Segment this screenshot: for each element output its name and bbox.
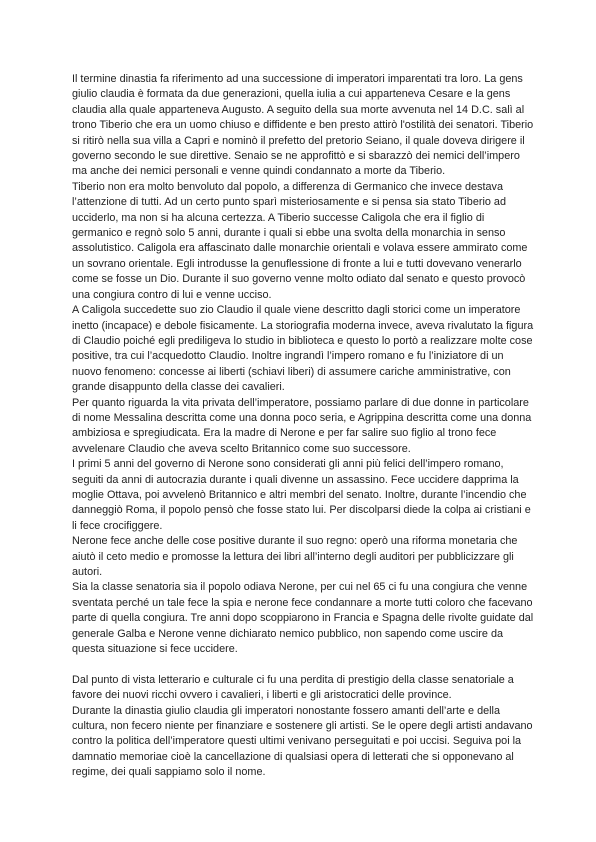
paragraph-dinastia-tiberio: Il termine dinastia fa riferimento ad una successione di imperatori imparentati tra loro. La gens giulio claudia è formata da due generazioni, quella iulia a cui apparteneva Cesare e la gens claudia alla quale apparteneva Augusto. A seguito della sua morte avvenuta nel 14 D.C. salì al trono Tiberio che era un uomo chiuso e diffidente e ben presto attirò l'ostilità dei senatori. Tiberio si ritirò nella sua villa a Capri e nominò il prefetto del pretorio Seiano, il quale doveva dirigere il governo secondo le sue direttive. Senaio se ne approfittò e si sbarazzò dei nemici dell’impero ma anche dei nemici personali e venne quindi condannato a morte da Tiberio. xyxy=(72,73,534,178)
paragraph-vita-privata: Per quanto riguarda la vita privata dell’imperatore, possiamo parlare di due donne in particolare di nome Messalina descritta come una donna poco seria, e Agrippina descritta come una donna ambiziosa e spregiudicata. Era la madre di Nerone e per far salire suo figlio al trono fece avvelenare Claudio che aveva scelto Britannico come suo successore. xyxy=(72,396,532,455)
paragraph-caligola: Tiberio non era molto benvoluto dal popolo, a differenza di Germanico che invece destava l’attenzione di tutti. Ad un certo punto sparì misteriosamente e si pensa sia stato Tiberio ad ucciderlo, ma non si ha alcuna certezza. A Tiberio successe Caligola che era il figlio di germanico e regnò solo 5 anni, durante i quali si ebbe una svolta della monarchia in senso assolutistico. Caligola era affascinato dalle monarchie orientali e volava essere ammirato come un sovrano orientale. Egli introdusse la genuflessione di fronte a lui e tutti dovevano venerarlo come se fosse un Dio. Durante il suo governo venne molto odiato dal senato e questo provocò una congiura contro di lui e venne ucciso. xyxy=(72,180,528,301)
paragraph-claudio: A Caligola succedette suo zio Claudio il quale viene descritto dagli storici come un imperatore inetto (incapace) e debole fisicamente. La storiografia moderna invece, aveva rivalutato la figura di Claudio poiché egli prediligeva lo studio in biblioteca e questo lo portò a realizzare molte cose positive, tra cui l’acquedotto Claudio. Inoltre ingrandì l’impero romano e fu l’iniziatore di un nuovo fenomeno: concesse ai liberti (schiavi liberi) di assumere cariche amministrative, con grande disappunto della classe dei cavalieri. xyxy=(72,304,534,394)
document-body xyxy=(72,72,536,781)
paragraph-gap xyxy=(72,657,536,672)
paragraph-congiura: Sia la classe senatoria sia il popolo odiava Nerone, per cui nel 65 ci fu una congiura che venne sventata perché un tale fece la spia e nerone fece condannare a morte tutti coloro che facevano parte di quella congiura. Tre anni dopo scoppiarono in Francia e Spagna delle rivolte guidate dal generale Galba e Nerone venne dichiarato nemico pubblico, non sapendo come uscire da questa situazione si fece uccidere. xyxy=(72,581,534,656)
paragraph-letterario: Dal punto di vista letterario e culturale ci fu una perdita di prestigio della classe senatoriale a favore dei nuovi ricchi ovvero i cavalieri, i liberti e gli aristocratici delle province. xyxy=(72,673,514,702)
paragraph-nerone-positivo: Nerone fece anche delle cose positive durante il suo regno: operò una riforma monetaria che aiutò il ceto medio e promosse la lettura dei libri all’interno degli auditori per pubblicizzare gli autori. xyxy=(72,535,518,578)
paragraph-nerone-governo: I primi 5 anni del governo di Nerone sono considerati gli anni più felici dell’impero romano, seguiti da anni di autocrazia durante i quali divenne un assassino. Fece uccidere dapprima la moglie Ottava, poi avvelenò Britannico e altri membri del senato. Inoltre, durante l’incendio che danneggiò Roma, il popolo pensò che fosse stato lui. Per discolparsi diede la colpa ai cristiani e li fece crocifiggere. xyxy=(72,458,531,532)
paragraph-artisti: Durante la dinastia giulio claudia gli imperatori nonostante fossero amanti dell’arte e della cultura, non fecero niente per finanziare e sostenere gli artisti. Se le opere degli artisti andavano contro la politica dell’imperatore questi ultimi venivano perseguitati e poi uccisi. Seguiva poi la damnatio memoriae cioè la cancellazione di qualsiasi opera di letterati che si opponevano al regime, dei quali sappiamo solo il nome. xyxy=(72,704,533,779)
